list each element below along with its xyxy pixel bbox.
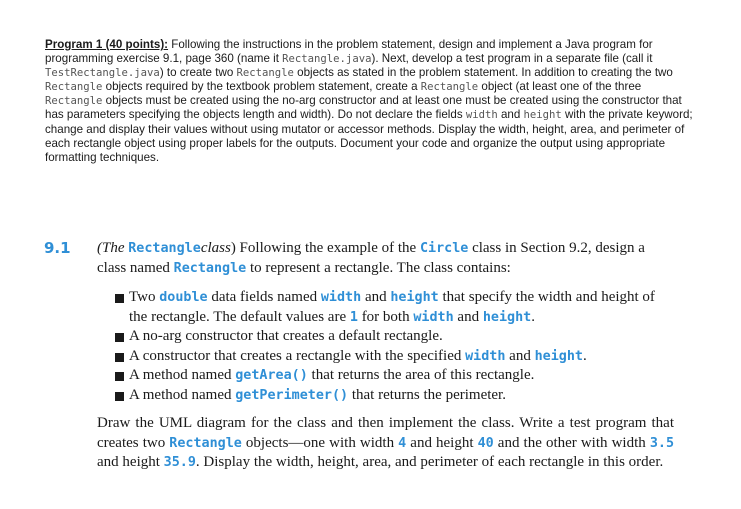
bullet-square-icon bbox=[115, 353, 124, 362]
intro-text: to represent a rectangle. The class contains: bbox=[246, 259, 511, 276]
intro-italic: class bbox=[200, 240, 231, 256]
bullet-square-icon bbox=[115, 372, 124, 381]
exercise-task: Draw the UML diagram for the class and then implement the class. Write a test program that creates two Rectangle objects—one with width 4 and height 40 and the other with width 3.5 and height 35.9. Display the width, height, area, and perimeter of each rectangle in this order. bbox=[97, 415, 675, 470]
program-text: and bbox=[497, 108, 524, 122]
bullet-square-icon bbox=[115, 392, 124, 401]
requirements-list bbox=[115, 288, 674, 405]
exercise-intro bbox=[97, 239, 674, 278]
code-rectangle: Rectangle bbox=[236, 67, 294, 80]
program-text: object (at least one of the three bbox=[478, 80, 642, 94]
intro-text: ) Following the example of the bbox=[230, 240, 420, 256]
code-rectangle: Rectangle bbox=[45, 81, 103, 94]
program-text: ) to create two bbox=[159, 66, 237, 80]
keyword-rectangle: Rectangle bbox=[173, 260, 247, 276]
list-item: A method named getPerimeter() that returns the perimeter. bbox=[115, 386, 674, 406]
program-text: Following the instructions in the problem statement, design and implement a Java program for programming exercise 9.1, page 360 (name it bbox=[45, 38, 653, 66]
bullet-square-icon bbox=[115, 294, 124, 303]
program-text: with the private keyword; change and display their values without using mutator or accessor methods. Display the width, height, area, and perimeter of each rectangle object using proper labels for the outputs. Document your code and organize the output using appropriate formatting techniques. bbox=[45, 108, 693, 164]
program-instructions bbox=[45, 38, 700, 165]
intro-text: class in Section 9.2, design a class named bbox=[97, 240, 645, 276]
code-rectangle: Rectangle bbox=[420, 81, 479, 94]
list-item: A constructor that creates a rectangle with the specified width and height. bbox=[115, 347, 674, 367]
program-text: objects required by the textbook problem statement, create a bbox=[102, 80, 421, 94]
code-height: height bbox=[523, 109, 562, 122]
list-item: A no-arg constructor that creates a default rectangle. bbox=[115, 327, 674, 347]
list-item: A method named getArea() that returns the area of this rectangle. bbox=[115, 366, 674, 386]
keyword-circle: Circle bbox=[419, 241, 469, 256]
program-text: objects must be created using the no-arg constructor and at least one must be created using the constructor that has parameters specifying the objects length and width). Do not declare the fields bbox=[45, 94, 682, 122]
exercise-number: 9.1 bbox=[44, 239, 71, 257]
code-width: width bbox=[465, 109, 498, 122]
program-text: ). Next, develop a test program in a separate file (call it bbox=[371, 52, 653, 66]
code-testrectangle-java: TestRectangle.java bbox=[45, 67, 160, 80]
program-heading: Program 1 (40 points): bbox=[45, 38, 169, 51]
intro-italic: (The bbox=[97, 240, 129, 256]
keyword-rectangle: Rectangle bbox=[128, 241, 201, 256]
exercise-9-1 bbox=[44, 239, 674, 473]
bullet-square-icon bbox=[115, 333, 124, 342]
code-rectangle: Rectangle bbox=[45, 95, 103, 108]
exercise-body bbox=[97, 239, 674, 473]
program-text: objects as stated in the problem statement. In addition to creating the two bbox=[293, 66, 673, 80]
code-rectangle-java: Rectangle.java bbox=[282, 53, 372, 66]
list-item: Two double data fields named width and height that specify the width and height of the rectangle. The default values are 1 for both width and height. bbox=[115, 288, 674, 327]
